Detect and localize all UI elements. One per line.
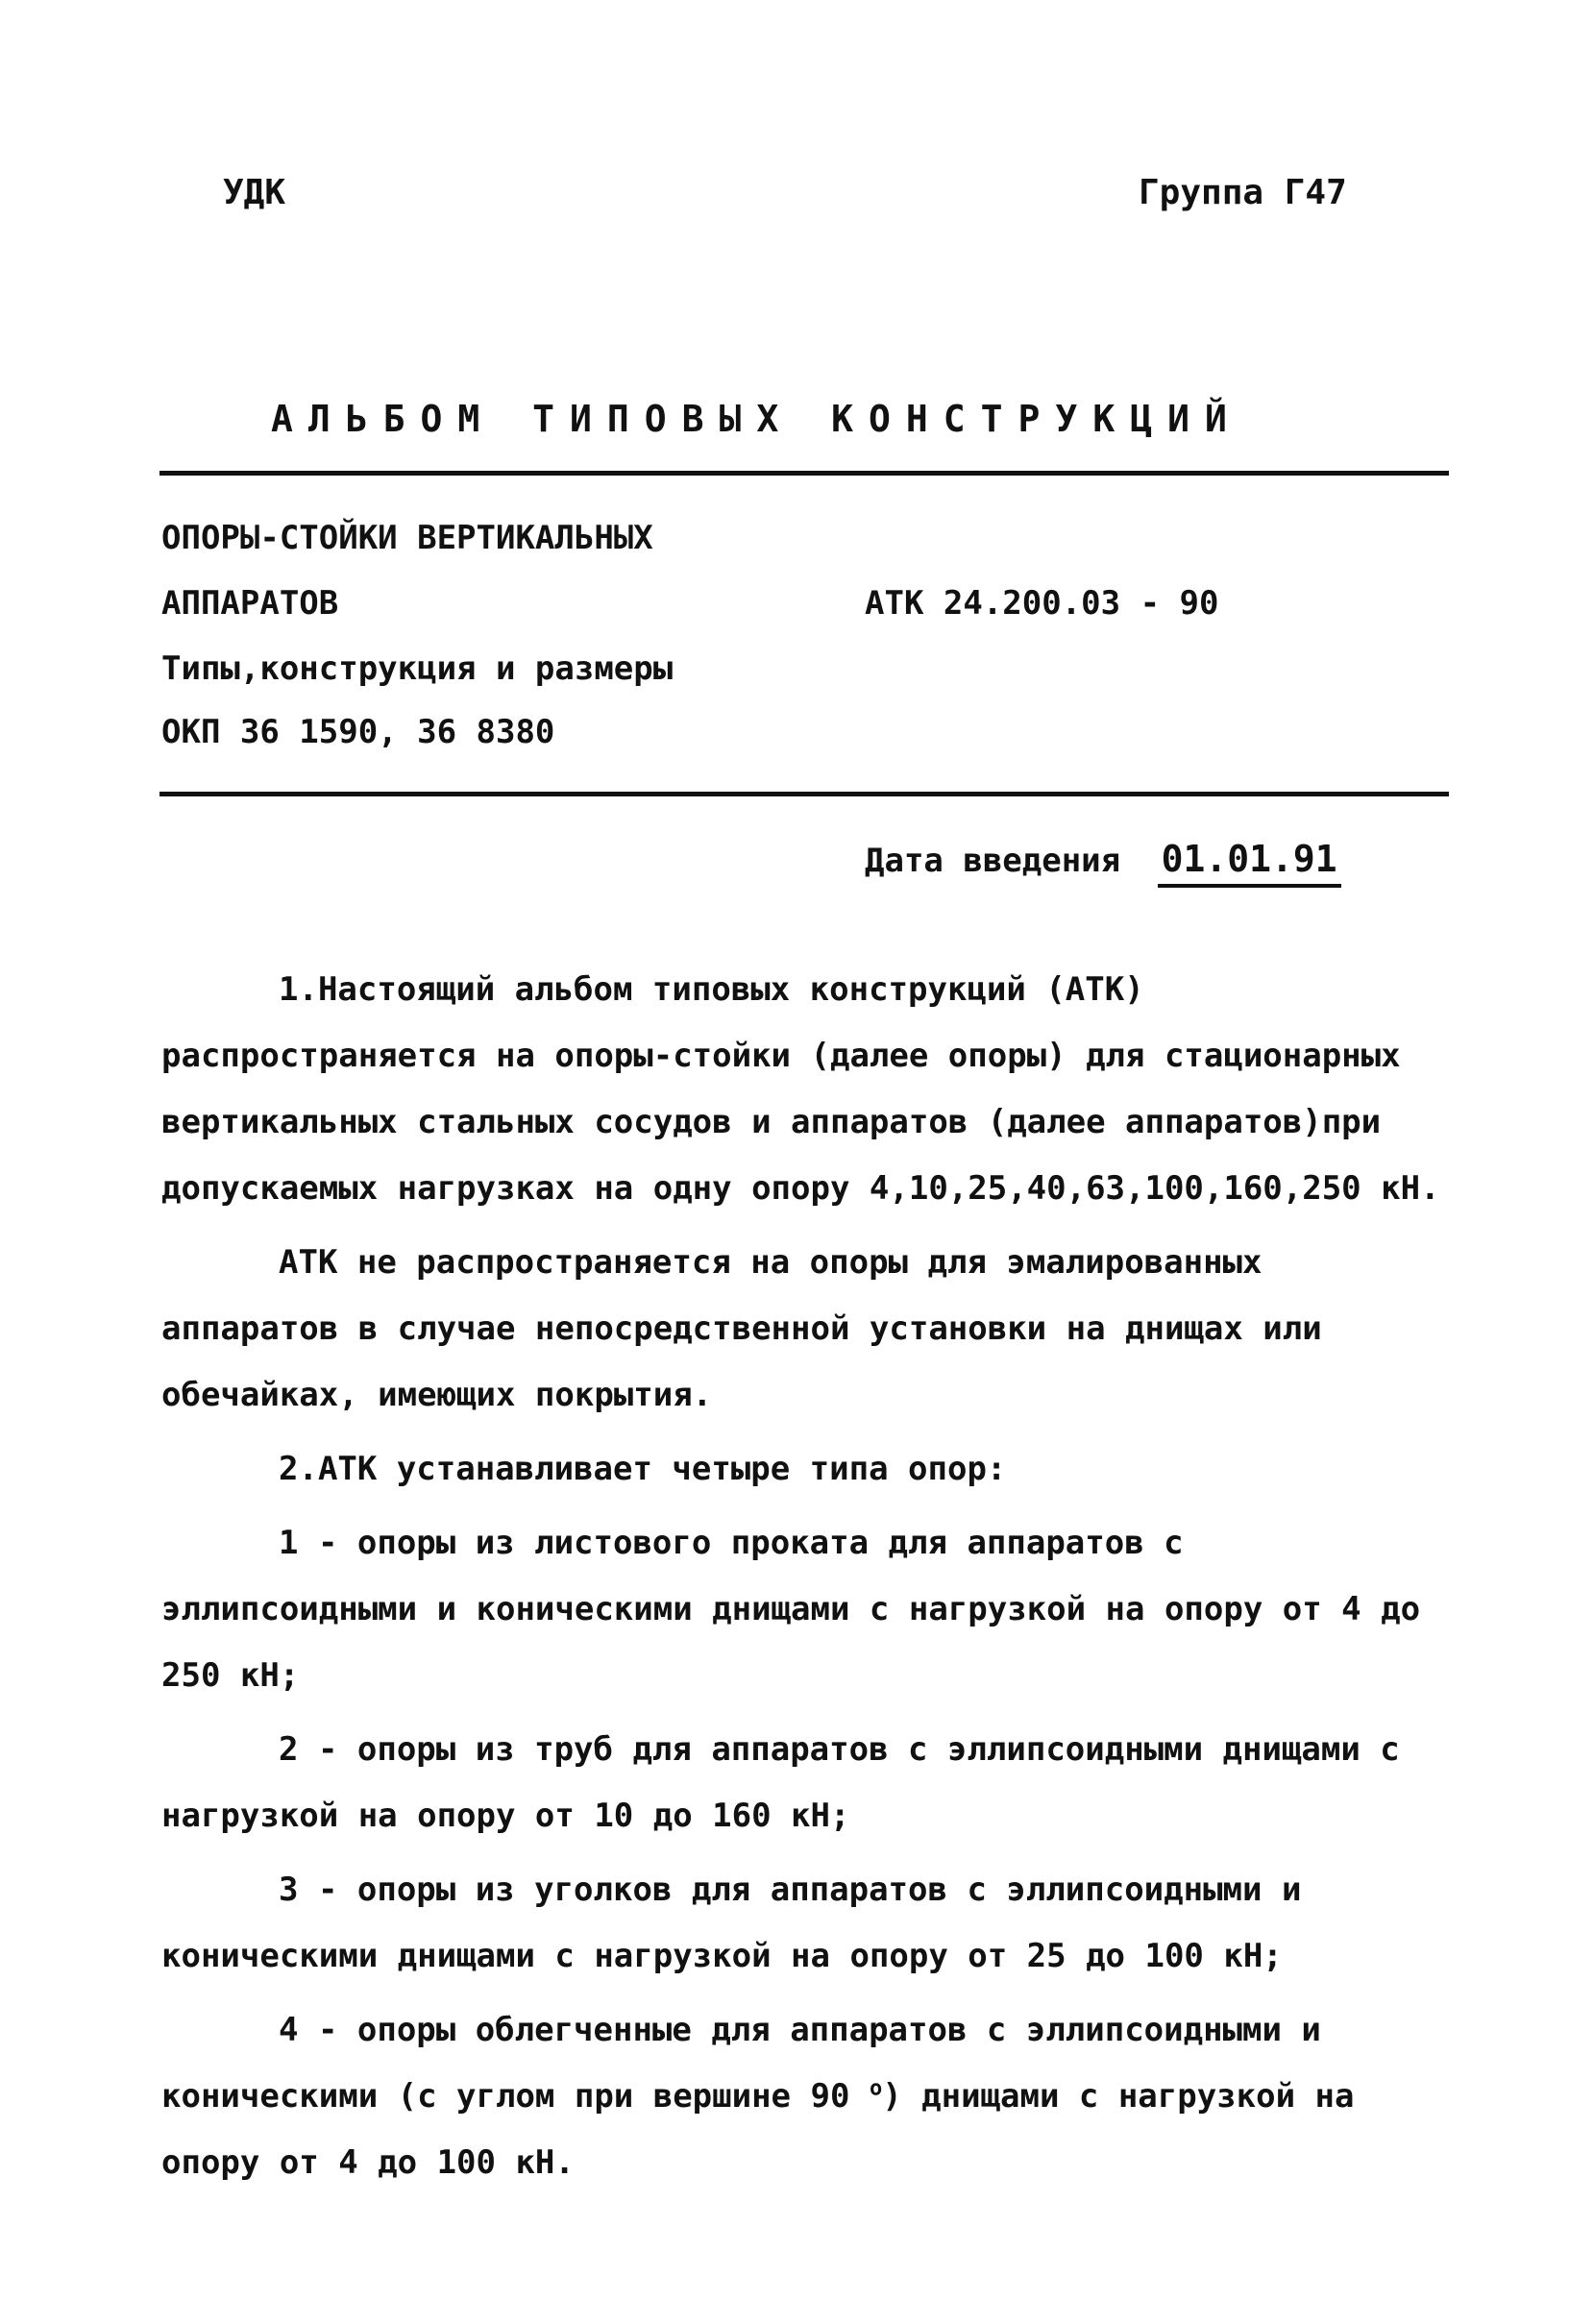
paragraph-2: АТК не распространяется на опоры для эмалированных аппаратов в случае непосредственной установки на днищах или обечайках, имеющих покрытия. (161, 1243, 1322, 1414)
date-row (865, 838, 1341, 888)
paragraph-type-2: 2 - опоры из труб для аппаратов с эллипсоидными днищами с нагрузкой на опору от 10 до 160 кН; (161, 1730, 1400, 1835)
type-4-text-a: 4 - опоры облегченные для аппаратов с эллипсоидными и коническими (с углом при вершине 90 (161, 2011, 1321, 2116)
paragraph-type-4 (161, 1997, 1459, 2196)
paragraph-3: 2.АТК устанавливает четыре типа опор: (279, 1450, 1007, 1488)
paragraph-1: 1.Настоящий альбом типовых конструкций (АТК) распространяется на опоры-стойки (далее опоры) для стационарных вертикальных стальных сосудов и аппаратов (далее аппаратов)при допускаемых нагрузках на одну опору 4,10,25,40,63,100,160,250 кН. (161, 970, 1440, 1208)
date-value: 01.01.91 (1158, 838, 1341, 888)
group-label: Группа Г47 (1139, 173, 1347, 212)
document-code: АТК 24.200.03 - 90 (865, 584, 1219, 623)
date-label: Дата введения (865, 842, 1121, 880)
udk-label: УДК (223, 173, 286, 212)
type-4-text-b: ) днищами с нагрузкой на опору от 4 до 100 кН. (161, 2077, 1355, 2182)
paragraph-type-1: 1 - опоры из листового проката для аппаратов с эллипсоидными и коническими днищами с нагрузкой на опору от 4 до 250 кН; (161, 1524, 1421, 1695)
degree-mark: o (869, 2076, 883, 2101)
top-rule (159, 471, 1449, 476)
paragraph-type-3: 3 - опоры из уголков для аппаратов с эллипсоидными и коническими днищами с нагрузкой на опору от 25 до 100 кН; (161, 1871, 1302, 1975)
info-title-line1: ОПОРЫ-СТОЙКИ ВЕРТИКАЛЬНЫХ (161, 519, 653, 557)
okp-codes: ОКП 36 1590, 36 8380 (161, 713, 555, 751)
bottom-rule (159, 792, 1449, 796)
album-title: АЛЬБОМ ТИПОВЫХ КОНСТРУКЦИЙ (271, 398, 1242, 440)
info-subtitle: Типы,конструкция и размеры (161, 649, 674, 688)
body-text (161, 957, 1459, 2196)
info-title-line2: АППАРАТОВ (161, 584, 339, 623)
